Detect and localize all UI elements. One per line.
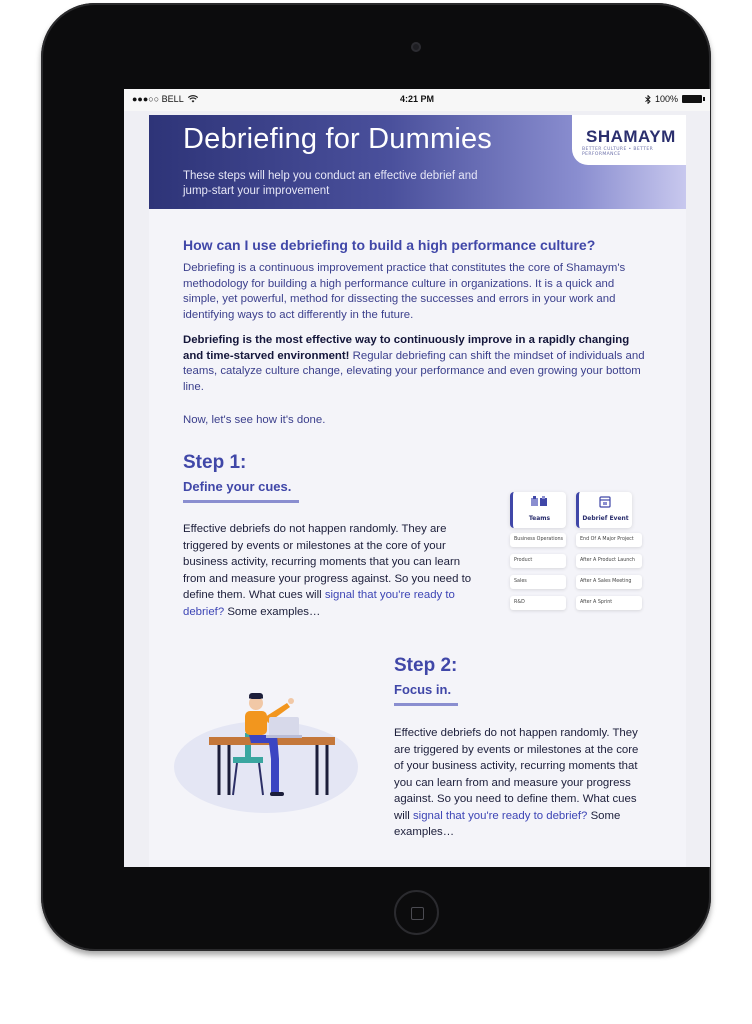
step2-text-link[interactable]: signal that you're ready to debrief? <box>412 809 588 822</box>
step1-heading: Step 1: <box>183 452 247 473</box>
intro-paragraph-2 <box>183 333 651 395</box>
teams-card <box>510 492 566 528</box>
team-chip: Business Operations <box>510 533 566 547</box>
step2-text-end: Some examples… <box>394 809 621 838</box>
page-title: Debriefing for Dummies <box>183 123 492 155</box>
tablet-frame <box>41 3 711 951</box>
event-label: Debrief Event <box>582 515 629 522</box>
logo-box[interactable] <box>572 115 686 165</box>
intro-paragraph-1: Debriefing is a continuous improvement practice that constitutes the core of Shamaym's methodology for building a high performance culture in organizations. It is a quick and simple, yet powerful, method for dissecting the successes and errors in your work and identifying ways to act differently in the future. <box>183 262 626 321</box>
carrier-label: ●●●○○ BELL <box>132 94 184 104</box>
step1-text-link[interactable]: signal that you're ready to debrief? <box>183 589 455 618</box>
header-banner <box>149 115 686 209</box>
teams-label: Teams <box>528 515 551 522</box>
logo-tagline: BETTER CULTURE • BETTER PERFORMANCE <box>582 147 654 157</box>
battery-percent: 100% <box>654 94 678 104</box>
person-at-desk-illustration <box>171 677 371 817</box>
team-chip: R&D <box>510 596 566 610</box>
step1-subheading: Define your cues. <box>183 479 292 494</box>
shamaym-logo: SHAMAYM <box>586 127 676 146</box>
step1-text-start: Effective debriefs do not happen randomly. They are triggered by events or milestones at the core of your business activity, recurring moments that you can learn from and measure your progress against. So you need to define them. What cues will <box>183 523 472 601</box>
team-chip: Sales <box>510 575 566 589</box>
home-button[interactable] <box>394 890 439 935</box>
intro-section <box>183 237 651 439</box>
bluetooth-icon <box>645 95 651 104</box>
page-subtitle: These steps will help you conduct an effective debrief and jump-start your improvement <box>183 170 478 197</box>
step2-text-start: Effective debriefs do not happen randomly. They are triggered by events or milestones at the core of your business activity, recurring moments that you can learn from and measure your progress against. So you need to define them. What cues will <box>394 727 639 822</box>
status-bar <box>124 89 710 111</box>
intro-bold-text: Debriefing is the most effective way to continuously improve in a rapidly changing and time-starved environment! <box>183 334 630 362</box>
team-icon <box>530 496 548 508</box>
team-chip: Product <box>510 554 566 568</box>
step1-underline <box>183 500 299 503</box>
intro-question: How can I use debriefing to build a high performance culture? <box>183 237 596 253</box>
event-chip: End Of A Major Project <box>576 533 642 547</box>
debrief-event-card <box>576 492 632 528</box>
document-page <box>149 115 686 867</box>
front-camera <box>411 42 421 52</box>
step2-text <box>394 725 649 841</box>
step2-subheading: Focus in. <box>394 682 452 697</box>
step2-underline <box>394 703 458 706</box>
clock: 4:21 PM <box>399 94 434 104</box>
calendar-icon <box>596 496 614 508</box>
event-chip: After A Product Launch <box>576 554 642 568</box>
step2-heading: Step 2: <box>394 655 458 676</box>
battery-icon <box>682 95 702 103</box>
event-chip: After A Sprint <box>576 596 642 610</box>
event-chip: After A Sales Meeting <box>576 575 642 589</box>
intro-rest-text: Regular debriefing can shift the mindset of individuals and teams, catalyze culture change, elevating your performance and even growing your bottom line. <box>183 349 645 393</box>
intro-paragraph-3: Now, let's see how it's done. <box>183 414 326 426</box>
step1-text-end: Some examples… <box>224 605 321 618</box>
step1-text <box>183 521 473 620</box>
screen <box>124 89 710 867</box>
